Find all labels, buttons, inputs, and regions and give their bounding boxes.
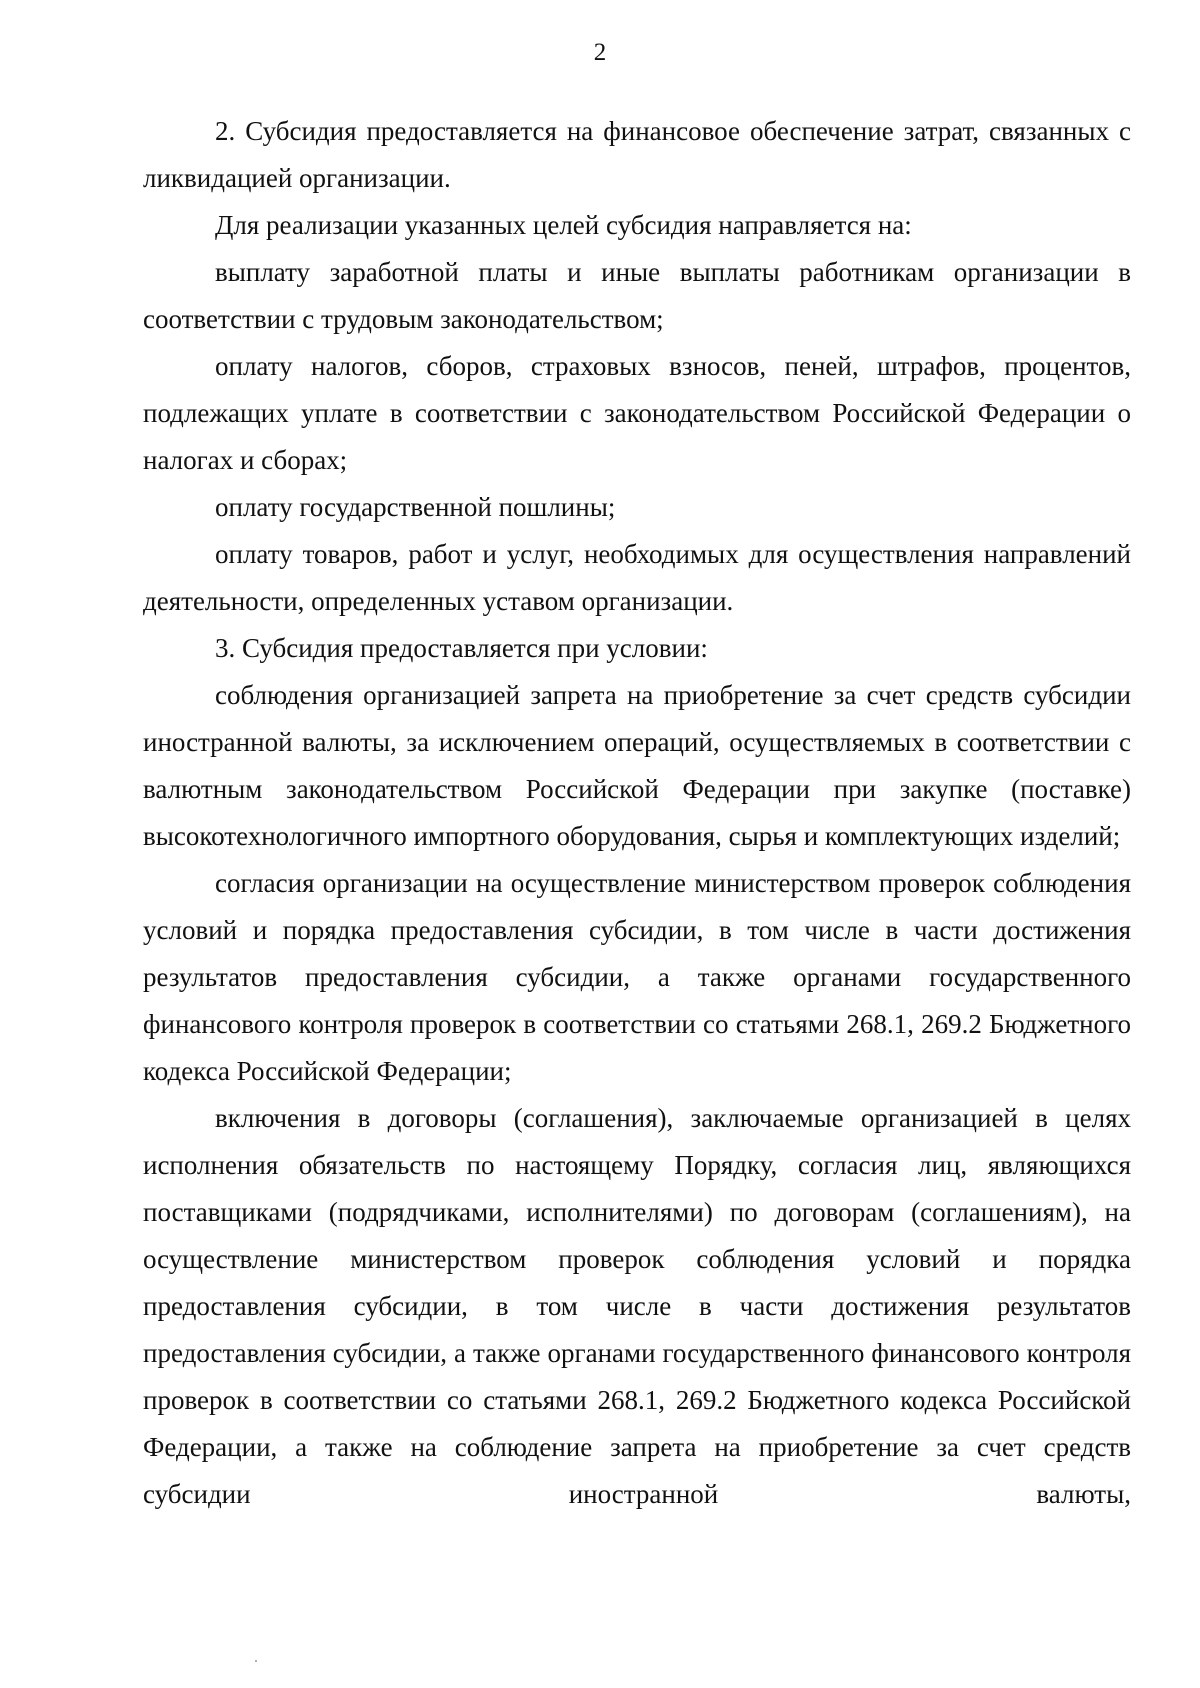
page-number: 2: [593, 39, 607, 66]
paragraph-taxes: оплату налогов, сборов, страховых взносов, пеней, штрафов, процентов, подлежащих уплате в соответствии с законодательством Российской Федерации о налогах и сборах;: [143, 351, 1131, 475]
paragraph-goods-services: оплату товаров, работ и услуг, необходимых для осуществления направлений деятельности, определенных уставом организации.: [143, 539, 1131, 616]
paragraph-subsidy-purpose: 2. Субсидия предоставляется на финансовое обеспечение затрат, связанных с ликвидацией организации.: [143, 116, 1131, 193]
document-body: [143, 108, 1131, 1518]
scan-speck: [255, 1660, 257, 1662]
paragraph-state-duty: оплату государственной пошлины;: [215, 492, 616, 522]
paragraph-consent-checks: согласия организации на осуществление министерством проверок соблюдения условий и порядка предоставления субсидии, в том числе в части достижения результатов предоставления субсидии, а также органами государственного финансового контроля проверок в соответствии со статьями 268.1, 269.2 Бюджетного кодекса Российской Федерации;: [143, 868, 1131, 1086]
paragraph-conditions-intro: 3. Субсидия предоставляется при условии:: [215, 633, 708, 663]
paragraph-contract-inclusion: включения в договоры (соглашения), заключаемые организацией в целях исполнения обязательств по настоящему Порядку, согласия лиц, являющихся поставщиками (подрядчиками, исполнителями) по договорам (соглашениям), на осуществление министерством проверок соблюдения условий и порядка предоставления субсидии, в том числе в части достижения результатов предоставления субсидии, а также органами государственного финансового контроля проверок в соответствии со статьями 268.1, 269.2 Бюджетного кодекса Российской Федерации, а также на соблюдение запрета на приобретение за счет средств субсидии иностранной валюты,: [143, 1103, 1131, 1509]
paragraph-directions-intro: Для реализации указанных целей субсидия направляется на:: [215, 210, 912, 240]
paragraph-currency-ban: соблюдения организацией запрета на приобретение за счет средств субсидии иностранной валюты, за исключением операций, осуществляемых в соответствии с валютным законодательством Российской Федерации при закупке (поставке) высокотехнологичного импортного оборудования, сырья и комплектующих изделий;: [143, 680, 1131, 851]
paragraph-wages: выплату заработной платы и иные выплаты работникам организации в соответствии с трудовым законодательством;: [143, 257, 1131, 334]
